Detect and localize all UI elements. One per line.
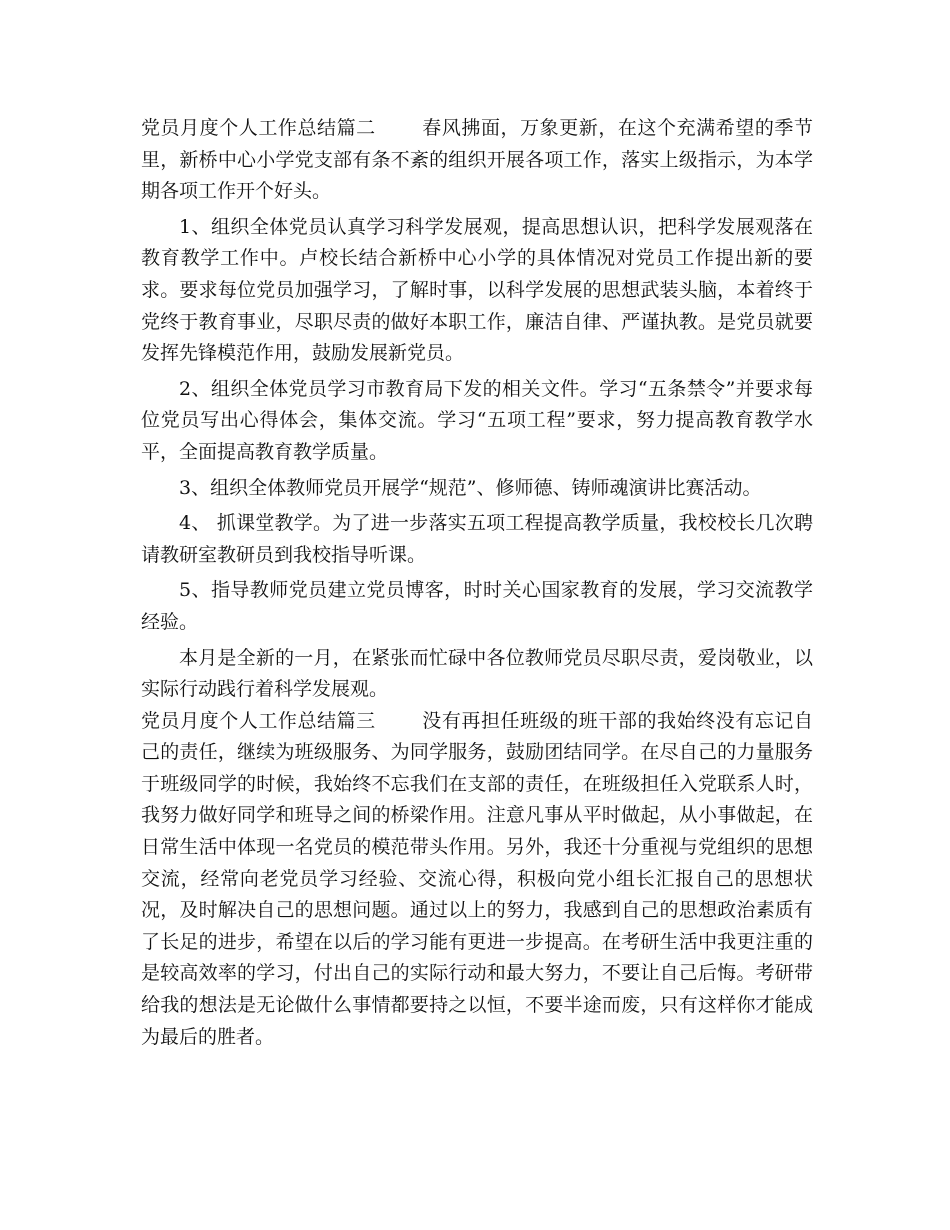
- section-three-heading: 党员月度个人工作总结篇三: [141, 709, 376, 732]
- document-body: [141, 113, 813, 1057]
- section-two-heading: 党员月度个人工作总结篇二: [141, 117, 376, 139]
- paragraph-item-1: 1、组织全体党员认真学习科学发展观，提高思想认识，把科学发展观落在教育教学工作中。卢校长结合新桥中心小学的具体情况对党员工作提出新的要求。要求每位党员加强学习，了解时事，以科学发展的思想武装头脑，本着终于党终于教育事业，尽职尽责的做好本职工作，廉洁自律、严谨执教。是党员就要发挥先锋模范作用，鼓励发展新党员。: [141, 215, 813, 365]
- section-three-body: 没有再担任班级的班干部的我始终没有忘记自己的责任，继续为班级服务、为同学服务，鼓励团结同学。在尽自己的力量服务于班级同学的时候，我始终不忘我们在支部的责任，在班级担任入党联系人时，我努力做好同学和班导之间的桥梁作用。注意凡事从平时做起，从小事做起，在日常生活中体现一名党员的模范带头作用。另外，我还十分重视与党组织的思想交流，经常向老党员学习经验、交流心得，积极向党小组长汇报自己的思想状况，及时解决自己的思想问题。通过以上的努力，我感到自己的思想政治素质有了长足的进步，希望在以后的学习能有更进一步提高。在考研生活中我更注重的是较高效率的学习，付出自己的实际行动和最大努力，不要让自己后悔。考研带给我的想法是无论做什么事情都要持之以恒，不要半途而废，只有这样你才能成为最后的胜者。: [141, 709, 813, 1048]
- paragraph-item-3: 3、组织全体教师党员开展学“规范”、修师德、铸师魂演讲比赛活动。: [179, 476, 762, 499]
- section-three-opening: [141, 706, 813, 1054]
- paragraph-item-4: 4、 抓课堂教学。为了进一步落实五项工程提高教学质量，我校校长几次聘请教研室教研员到我校指导听课。: [141, 512, 813, 566]
- paragraph-item-5: 5、指导教师党员建立党员博客，时时关心国家教育的发展，学习交流教学经验。: [141, 579, 813, 633]
- section-two-opening: [141, 113, 813, 208]
- section-two-lead: 春风拂面，万象更新，在这个充满希望的季节里，新桥中心小学党支部有条不紊的组织开展各项工作，落实上级指示，为本学期各项工作开个好头。: [141, 117, 813, 203]
- paragraph-summary: 本月是全新的一月，在紧张而忙碌中各位教师党员尽职尽责，爱岗敬业，以实际行动践行着科学发展观。: [141, 646, 813, 701]
- paragraph-item-2: 2、组织全体党员学习市教育局下发的相关文件。学习“五条禁令”并要求每位党员写出心得体会，集体交流。学习“五项工程”要求，努力提高教育教学水平，全面提高教育教学质量。: [141, 377, 813, 463]
